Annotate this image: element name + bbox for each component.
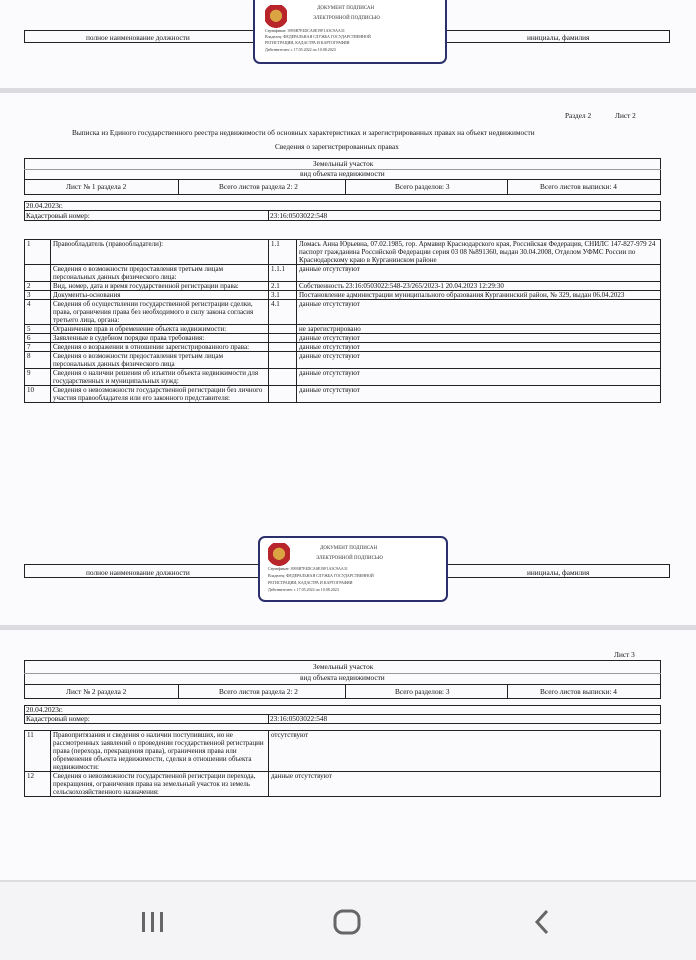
- row-value: данные отсутствуют: [269, 772, 661, 797]
- object-caption: вид объекта недвижимости: [300, 673, 385, 682]
- recents-icon[interactable]: [140, 910, 166, 939]
- page-1-footer: [0, 0, 696, 88]
- row-value: данные отсутствуют: [297, 369, 661, 386]
- row-value: Ломась Анна Юрьевна, 07.02.1985, гор. Армавир Краснодарского края, Российская Федерация, СНИЛС 147-827-979 24 паспорт гражданина Российской Федерации серия 03 08 №891360, выдан 30.04.2008, Отделом УФМС России по Краснодарскому краю в Курганинском районе: [297, 240, 661, 265]
- position-caption: полное наименование должности: [86, 568, 190, 577]
- row-value: не зарегистрировано: [297, 325, 661, 334]
- table-row: [25, 240, 661, 265]
- row-number: 3: [25, 291, 51, 300]
- row-subnumber: 3.1: [269, 291, 297, 300]
- row-subnumber: [269, 352, 297, 369]
- table-row: [25, 343, 661, 352]
- cadastral-number: 23:16:0503022:548: [270, 211, 328, 220]
- row-label: Документы-основания: [51, 291, 269, 300]
- table-row: [25, 282, 661, 291]
- cadastral-label: Кадастровый номер:: [26, 714, 90, 723]
- name-caption: инициалы, фамилия: [527, 33, 590, 42]
- cadastral-number: 23:16:0503022:548: [270, 714, 328, 723]
- row-subnumber: [269, 343, 297, 352]
- page-title: Выписка из Единого государственного реестра недвижимости об основных характеристиках и зарегистрированных правах на объект недвижимости: [72, 128, 535, 137]
- info-sections: Всего разделов: 3: [395, 687, 450, 696]
- row-label: Правообладатель (правообладатели):: [51, 240, 269, 265]
- sheet-label: Лист 2: [615, 111, 636, 120]
- info-section-sheets: Всего листов раздела 2: 2: [219, 182, 298, 191]
- page-2-footer: [0, 530, 696, 625]
- table-row: [25, 334, 661, 343]
- row-number: 11: [25, 731, 51, 772]
- row-number: 8: [25, 352, 51, 369]
- row-number: 12: [25, 772, 51, 797]
- row-subnumber: 1.1.1: [269, 265, 297, 282]
- info-sheet-no: Лист № 1 раздела 2: [66, 182, 127, 191]
- row-number: 4: [25, 300, 51, 325]
- row-value: Собственность 23:16:0503022:548-23/265/2023-1 20.04.2023 12:29:30: [297, 282, 661, 291]
- table-row: [25, 352, 661, 369]
- row-value: данные отсутствуют: [297, 352, 661, 369]
- table-row: [25, 325, 661, 334]
- signature-stamp: ДОКУМЕНТ ПОДПИСАН ЭЛЕКТРОННОЙ ПОДПИСЬЮ Сертификат: 3993B7F4DCA0E19F1A3C9AA31 Владелец: ФЕДЕРАЛЬНАЯ СЛУЖБА ГОСУДАРСТВЕННОЙ РЕГИСТРАЦИИ, КАДАСТРА И КАРТОГРАФИИ Действителен: с 17.05.2022 по 10.08.2023: [258, 536, 448, 602]
- row-label: Сведения об осуществлении государственной регистрации сделки, права, ограничения права без необходимого в силу закона согласия третьего лица, органа:: [51, 300, 269, 325]
- row-value: данные отсутствуют: [297, 343, 661, 352]
- row-subnumber: 2.1: [269, 282, 297, 291]
- row-subnumber: [269, 386, 297, 403]
- row-label: Вид, номер, дата и время государственной регистрации права:: [51, 282, 269, 291]
- back-icon[interactable]: [532, 908, 552, 941]
- info-total-sheets: Всего листов выписки: 4: [540, 182, 617, 191]
- object-type: Земельный участок: [313, 662, 374, 671]
- row-subnumber: 4.1: [269, 300, 297, 325]
- row-number: [25, 265, 51, 282]
- page-subtitle: Сведения о зарегистрированных правах: [275, 142, 399, 151]
- row-number: 5: [25, 325, 51, 334]
- name-caption: инициалы, фамилия: [527, 568, 590, 577]
- statement-date: 20.04.2023г.: [26, 201, 63, 210]
- row-number: 9: [25, 369, 51, 386]
- row-label: Сведения о возможности предоставления третьим лицам персональных данных физического лица: [51, 352, 269, 369]
- row-label: Ограничение прав и обременение объекта недвижимости:: [51, 325, 269, 334]
- info-sections: Всего разделов: 3: [395, 182, 450, 191]
- row-label: Заявленные в судебном порядке права требования:: [51, 334, 269, 343]
- emblem-icon: [268, 543, 290, 567]
- row-subnumber: [269, 369, 297, 386]
- row-number: 1: [25, 240, 51, 265]
- page-3: [0, 630, 696, 880]
- row-label: Сведения о возражении в отношении зарегистрированного права:: [51, 343, 269, 352]
- object-caption: вид объекта недвижимости: [300, 169, 385, 178]
- statement-date: 20.04.2023г.: [26, 705, 63, 714]
- emblem-icon: [265, 5, 287, 29]
- table-row: [25, 291, 661, 300]
- row-value: данные отсутствуют: [297, 300, 661, 325]
- signature-stamp: ДОКУМЕНТ ПОДПИСАН ЭЛЕКТРОННОЙ ПОДПИСЬЮ Сертификат: 3993B7F4DCA0E19F1A3C9AA31 Владелец: ФЕДЕРАЛЬНАЯ СЛУЖБА ГОСУДАРСТВЕННОЙ РЕГИСТРАЦИИ, КАДАСТРА И КАРТОГРАФИИ Действителен: с 17.05.2022 по 10.08.2023: [253, 0, 447, 64]
- info-section-sheets: Всего листов раздела 2: 2: [219, 687, 298, 696]
- row-subnumber: [269, 325, 297, 334]
- section-label: Раздел 2: [565, 111, 592, 120]
- table-row: [25, 772, 661, 797]
- row-number: 6: [25, 334, 51, 343]
- row-number: 10: [25, 386, 51, 403]
- row-number: 7: [25, 343, 51, 352]
- row-label: Правопритязания и сведения о наличии поступивших, но не рассмотренных заявлений о проведении государственной регистрации права (перехода, прекращения права), ограничения права или обременения объекта недвижимости, сделки в отношении объекта недвижимости:: [51, 731, 269, 772]
- table-row: [25, 386, 661, 403]
- info-total-sheets: Всего листов выписки: 4: [540, 687, 617, 696]
- table-row: [25, 731, 661, 772]
- info-sheet-no: Лист № 2 раздела 2: [66, 687, 127, 696]
- row-label: Сведения о возможности предоставления третьим лицам персональных данных физического лица:: [51, 265, 269, 282]
- rights-table: [24, 239, 661, 403]
- row-label: Сведения о наличии решения об изъятии объекта недвижимости для государственных и муниципальных нужд:: [51, 369, 269, 386]
- row-value: отсутствуют: [269, 731, 661, 772]
- claims-table: [24, 730, 661, 797]
- row-subnumber: [269, 334, 297, 343]
- row-value: данные отсутствуют: [297, 386, 661, 403]
- table-row: [25, 265, 661, 282]
- row-value: данные отсутствуют: [297, 265, 661, 282]
- row-number: 2: [25, 282, 51, 291]
- home-icon[interactable]: [332, 908, 362, 941]
- row-subnumber: 1.1: [269, 240, 297, 265]
- row-label: Сведения о невозможности государственной регистрации без личного участия правообладателя или его законного представителя:: [51, 386, 269, 403]
- row-label: Сведения о невозможности государственной регистрации перехода, прекращения, ограничения права на земельный участок из земель сельскохозяйственного назначения:: [51, 772, 269, 797]
- cadastral-label: Кадастровый номер:: [26, 211, 90, 220]
- table-row: [25, 369, 661, 386]
- navigation-bar: [0, 882, 696, 960]
- row-value: Постановление администрации муниципального образования Курганинский район, № 329, выдан 06.04.2023: [297, 291, 661, 300]
- object-type: Земельный участок: [313, 159, 374, 168]
- row-value: данные отсутствуют: [297, 334, 661, 343]
- table-row: [25, 300, 661, 325]
- sheet-label: Лист 3: [614, 650, 635, 659]
- position-caption: полное наименование должности: [86, 33, 190, 42]
